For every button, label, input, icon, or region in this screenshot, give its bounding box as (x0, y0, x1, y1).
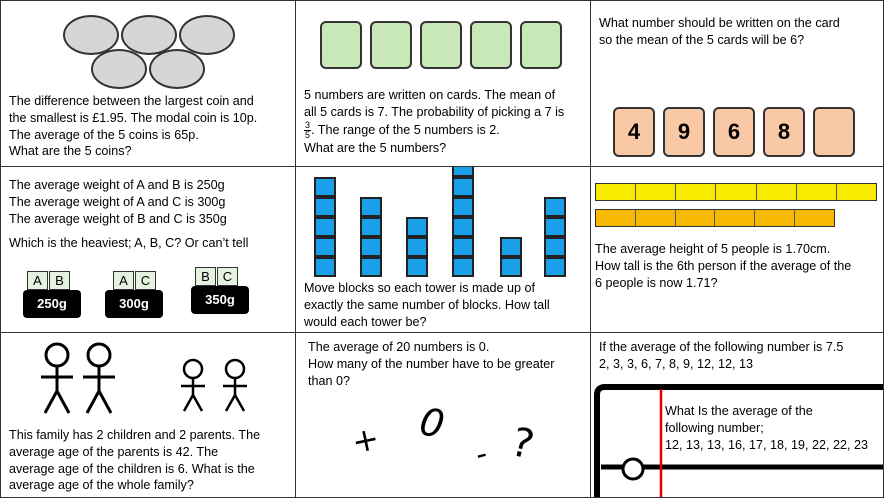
weights-cell: The average weight of A and B is 250g The average weight of A and C is 300g The average weight of B and C is 350g Which is the heaviest; A, B, C? Or can’t tell A B 250g A C 300g B C 350g (0, 166, 296, 333)
bar-segment (757, 184, 797, 200)
family-question: This family has 2 children and 2 parents. The average age of the parents is 42. The average age of the children is 6. What is the average age of the whole family? (9, 428, 261, 493)
zero-cell (295, 332, 591, 498)
number-card: 9 (663, 107, 705, 157)
bar-segment (676, 210, 716, 226)
coins-question: The difference between the largest coin and the smallest is £1.95. The modal coin is 10p. The average of the 5 coins is 65p. What are the 5 coins? (9, 94, 258, 159)
bar-segment (636, 184, 676, 200)
parent-figure-2 (83, 344, 115, 413)
bar-segment (755, 210, 795, 226)
question-symbol: ? (506, 419, 539, 469)
bar-segment (797, 184, 837, 200)
tower-block (452, 237, 474, 257)
list-cell (590, 332, 884, 498)
coins-cell (0, 0, 296, 167)
coin-4 (91, 49, 147, 89)
green-card (520, 21, 562, 69)
tower-block (544, 237, 566, 257)
tower-block (360, 237, 382, 257)
green-card (320, 21, 362, 69)
minus-symbol: - (471, 436, 491, 473)
mean-card-cell (590, 0, 884, 167)
cards-cell (295, 0, 591, 167)
green-card (370, 21, 412, 69)
tower-block (314, 237, 336, 257)
bar-segment (716, 184, 756, 200)
bar-segment (676, 184, 716, 200)
height-bar-six-people (595, 209, 835, 227)
towers-question: Move blocks so each tower is made up of exactly the same number of blocks. How tall would each tower be? (304, 281, 550, 329)
child-figure-2 (223, 360, 247, 411)
tower-block (544, 257, 566, 277)
bar-segment (715, 210, 755, 226)
family-cell (0, 332, 296, 498)
tower-block (406, 237, 428, 257)
tower-block (360, 197, 382, 217)
probability-fraction: $\frac{3}{5}$ (305, 119, 311, 140)
tower-block (544, 197, 566, 217)
tower-block (544, 217, 566, 237)
number-card: 4 (613, 107, 655, 157)
child-figure-1 (181, 360, 205, 411)
tower-block (500, 237, 522, 257)
green-card (420, 21, 462, 69)
weights-statements: The average weight of A and B is 250g The average weight of A and C is 300g The average weight of B and C is 350g Which is the heaviest; A, B, C? Or can’t tell (9, 178, 249, 251)
bar-segment (795, 210, 834, 226)
tower-block (452, 197, 474, 217)
tower-block (360, 217, 382, 237)
cards-question: 5 numbers are written on cards. The mean of all 5 cards is 7. The probability of picking a 7 is $\frac{3}{5}$ . The range of the 5 numbers is 2. What are the 5 numbers? (304, 88, 565, 155)
bar-segment (596, 184, 636, 200)
tower-block (406, 217, 428, 237)
tower-block (406, 257, 428, 277)
block-towers (296, 167, 591, 279)
bar-segment (596, 210, 636, 226)
plus-symbol: + (348, 418, 383, 462)
tower-block (314, 177, 336, 197)
height-bar-five-people (595, 183, 877, 201)
coin-5 (149, 49, 205, 89)
family-stick-figures (1, 333, 296, 423)
height-question: The average height of 5 people is 1.70cm. How tall is the 6th person if the average of the 6 people is now 1.71? (595, 242, 852, 290)
tower-block (500, 257, 522, 277)
tower-block (314, 197, 336, 217)
parent-figure-1 (41, 344, 73, 413)
green-card (470, 21, 512, 69)
mean-card-question: What number should be written on the card so the mean of the 5 cards will be 6? (599, 16, 840, 47)
number-card: 6 (713, 107, 755, 157)
list-inner-question: What Is the average of the following number; 12, 13, 13, 16, 17, 18, 19, 22, 22, 23 (665, 404, 869, 452)
height-cell (590, 166, 884, 333)
coin-3 (179, 15, 235, 55)
tower-block (314, 217, 336, 237)
tower-block (452, 257, 474, 277)
bar-segment (636, 210, 676, 226)
list-question: If the average of the following number is 7.5 2, 3, 3, 6, 7, 8, 9, 12, 12, 13 (599, 340, 844, 371)
tower-block (452, 166, 474, 177)
number-card: 8 (763, 107, 805, 157)
zero-question: The average of 20 numbers is 0. How many of the number have to be greater than 0? (308, 340, 555, 388)
tower-block (452, 177, 474, 197)
tower-block (314, 257, 336, 277)
towers-cell (295, 166, 591, 333)
blank-number-card (813, 107, 855, 157)
bar-segment (837, 184, 876, 200)
tower-block (360, 257, 382, 277)
tower-block (452, 217, 474, 237)
zero-symbol: 0 (416, 399, 448, 447)
